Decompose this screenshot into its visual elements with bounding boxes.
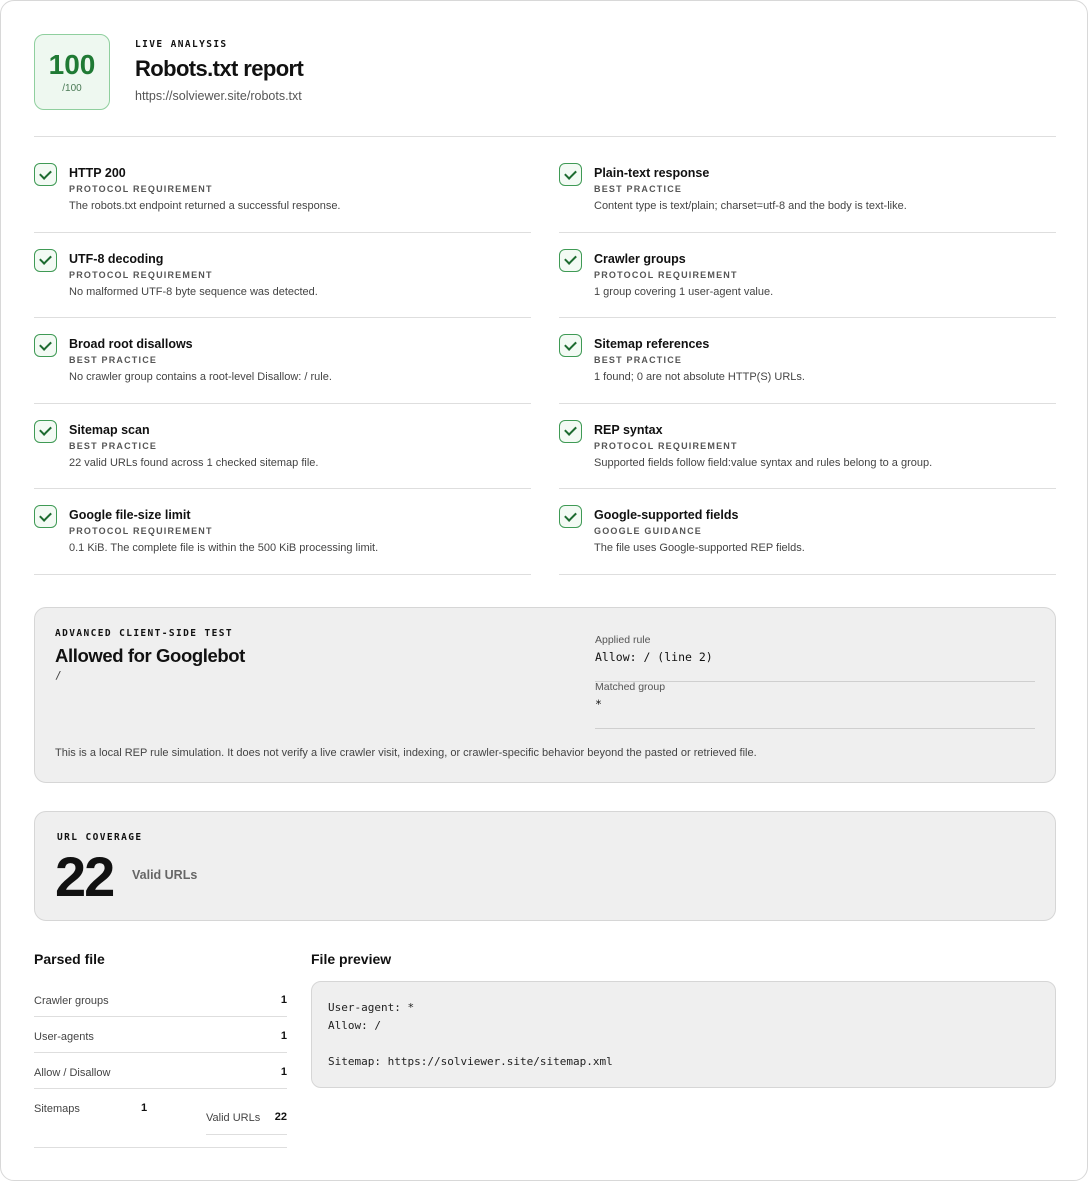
score-max: /100 (62, 83, 82, 94)
check-pass-icon (559, 163, 582, 186)
check-title: Google-supported fields (594, 508, 739, 522)
parsed-row-value: 1 (280, 1066, 287, 1078)
check-description: Supported fields follow field:value syntax and rules belong to a group. (594, 456, 933, 469)
advanced-eyebrow: ADVANCED CLIENT-SIDE TEST (55, 628, 233, 639)
check-category: BEST PRACTICE (594, 355, 683, 365)
check-item (34, 147, 531, 233)
check-title: HTTP 200 (69, 166, 126, 180)
check-description: The robots.txt endpoint returned a successful response. (69, 200, 341, 212)
check-title: Crawler groups (594, 251, 686, 266)
matched-group-value: * (595, 697, 602, 711)
check-item (559, 489, 1056, 575)
parsed-row-label: Allow / Disallow (34, 1067, 111, 1079)
check-item (34, 404, 531, 490)
report-url[interactable]: https://solviewer.site/robots.txt (135, 89, 302, 103)
url-coverage-card (34, 811, 1056, 921)
check-category: GOOGLE GUIDANCE (594, 526, 703, 536)
preview-line (328, 1035, 1039, 1053)
check-category: PROTOCOL REQUIREMENT (594, 269, 738, 280)
applied-rule-label: Applied rule (595, 634, 651, 646)
check-description: 1 group covering 1 user-agent value. (594, 285, 774, 298)
check-category: PROTOCOL REQUIREMENT (69, 269, 213, 280)
check-item (34, 233, 531, 319)
valid-urls-label: Valid URLs (206, 1112, 261, 1124)
advanced-result: Allowed for Googlebot (55, 645, 245, 666)
parsed-file-section (34, 951, 287, 1124)
check-category: BEST PRACTICE (69, 440, 158, 451)
check-description: 0.1 KiB. The complete file is within the 500 KiB processing limit. (69, 542, 379, 554)
check-pass-icon (34, 420, 57, 443)
advanced-test-card (34, 607, 1056, 783)
parsed-row (34, 1053, 287, 1089)
check-title: UTF-8 decoding (69, 251, 164, 266)
check-pass-icon (34, 163, 57, 186)
parsed-row-value: 1 (280, 994, 287, 1006)
preview-line: Sitemap: https://solviewer.site/sitemap.xml (328, 1055, 613, 1068)
parsed-row (34, 1017, 287, 1053)
parsed-file-title: Parsed file (34, 951, 105, 967)
report-header (34, 34, 1056, 137)
check-category: PROTOCOL REQUIREMENT (69, 526, 213, 536)
header-eyebrow: LIVE ANALYSIS (135, 39, 228, 50)
parsed-row (34, 981, 287, 1017)
parsed-row-sitemaps (34, 1089, 287, 1148)
preview-line: User-agent: * (328, 1001, 415, 1014)
preview-line: Allow: / (328, 1019, 381, 1032)
coverage-eyebrow: URL COVERAGE (57, 832, 143, 843)
parsed-row-label: Crawler groups (34, 995, 109, 1007)
file-preview-code[interactable] (311, 981, 1056, 1088)
check-description: The file uses Google-supported REP fields. (594, 542, 805, 554)
coverage-label: Valid URLs (132, 868, 198, 882)
parsed-row-value: 1 (280, 1030, 287, 1042)
applied-rule-field (595, 634, 1035, 682)
check-item (559, 318, 1056, 404)
check-item (34, 318, 531, 404)
advanced-note: This is a local REP rule simulation. It does not verify a live crawler visit, indexing, or crawler-specific behavior beyond the pasted or retrieved file. (55, 747, 757, 759)
check-title: Sitemap scan (69, 422, 150, 437)
parsed-row-label: User-agents (34, 1031, 94, 1043)
check-description: No malformed UTF-8 byte sequence was detected. (69, 285, 318, 298)
matched-group-label: Matched group (595, 681, 666, 693)
check-category: BEST PRACTICE (594, 184, 683, 194)
advanced-path: / (55, 669, 62, 682)
check-title: Broad root disallows (69, 337, 193, 351)
sitemaps-value: 1 (141, 1102, 148, 1114)
coverage-count: 22 (55, 845, 114, 908)
check-title: Google file-size limit (69, 508, 191, 522)
score-badge (34, 34, 110, 110)
applied-rule-value: Allow: / (line 2) (595, 650, 713, 664)
check-pass-icon (559, 420, 582, 443)
file-preview-title: File preview (311, 951, 392, 967)
check-pass-icon (34, 334, 57, 357)
page-title: Robots.txt report (135, 56, 304, 81)
check-title: Sitemap references (594, 337, 710, 351)
check-title: Plain-text response (594, 166, 710, 180)
check-pass-icon (34, 505, 57, 528)
check-description: No crawler group contains a root-level Disallow: / rule. (69, 371, 332, 383)
check-item (34, 489, 531, 575)
check-pass-icon (559, 334, 582, 357)
check-description: Content type is text/plain; charset=utf-8 and the body is text-like. (594, 200, 907, 212)
check-description: 1 found; 0 are not absolute HTTP(S) URLs. (594, 371, 805, 383)
check-title: REP syntax (594, 422, 663, 437)
check-category: PROTOCOL REQUIREMENT (594, 440, 738, 451)
check-category: PROTOCOL REQUIREMENT (69, 184, 213, 194)
check-item (559, 404, 1056, 490)
valid-urls-value: 22 (274, 1111, 287, 1123)
score-value: 100 (48, 49, 96, 80)
check-description: 22 valid URLs found across 1 checked sitemap file. (69, 456, 319, 469)
valid-urls-row (206, 1110, 287, 1135)
check-category: BEST PRACTICE (69, 355, 158, 365)
check-pass-icon (559, 249, 582, 272)
check-pass-icon (559, 505, 582, 528)
check-item (559, 233, 1056, 319)
check-pass-icon (34, 249, 57, 272)
check-item (559, 147, 1056, 233)
matched-group-field (595, 681, 1035, 729)
sitemaps-label: Sitemaps (34, 1103, 80, 1115)
